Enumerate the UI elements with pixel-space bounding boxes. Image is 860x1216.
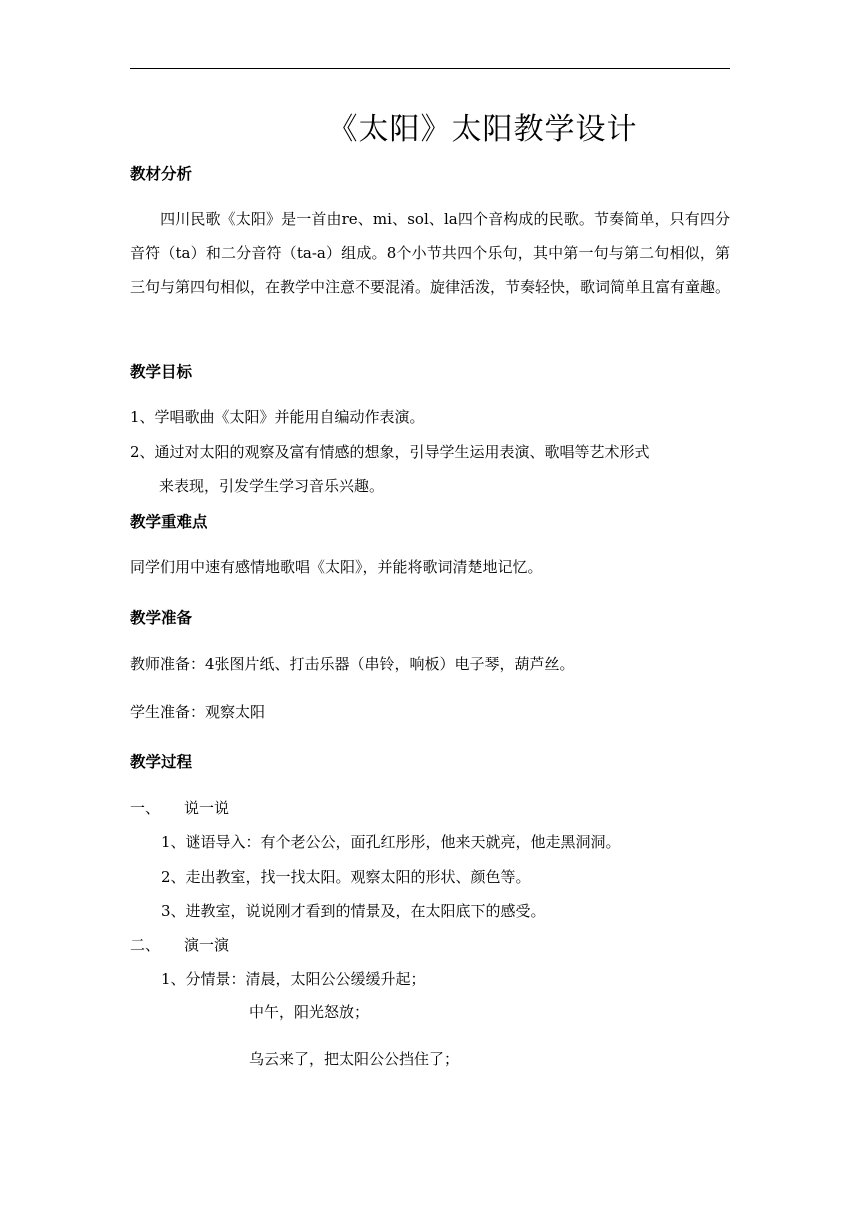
part1-item-3: 3、进教室，说说刚才看到的情景及，在太阳底下的感受。 (161, 902, 546, 920)
heading-analysis: 教材分析 (130, 165, 193, 183)
heading-preparation: 教学准备 (130, 609, 193, 627)
key-points-text: 同学们用中速有感情地歌唱《太阳》，并能将歌词清楚地记忆。 (130, 558, 543, 576)
part2-item-3: 乌云来了，把太阳公公挡住了； (249, 1050, 460, 1068)
goal-item-1: 1、学唱歌曲《太阳》并能用自编动作表演。 (130, 408, 425, 426)
analysis-text: 四川民歌《太阳》是一首由re、mi、sol、la四个音构成的民歌。节奏简单，只有四分音符（ta）和二分音符（ta-a）组成。8个小节共四个乐句，其中第一句与第二句相似，第三句与第四句相似，在教学中注意不要混淆。旋律活泼，节奏轻快，歌词简单且富有童趣。 (130, 210, 731, 296)
page-title: 《太阳》太阳教学设计 (327, 112, 638, 147)
heading-key-points: 教学重难点 (130, 513, 208, 531)
part2-item-2: 中午，阳光怒放； (249, 1003, 370, 1021)
goal-item-2-cont: 来表现，引发学生学习音乐兴趣。 (159, 477, 385, 495)
teacher-preparation: 教师准备：4张图片纸、打击乐器（串铃，响板）电子琴，葫芦丝。 (130, 655, 575, 673)
part2-title: 演一演 (184, 936, 230, 954)
student-preparation: 学生准备：观察太阳 (130, 703, 266, 721)
heading-goals: 教学目标 (130, 363, 193, 381)
part1-item-2: 2、走出教室，找一找太阳。观察太阳的形状、颜色等。 (161, 868, 531, 886)
part1-item-1: 1、谜语导入：有个老公公，面孔红彤彤，他来天就亮，他走黑洞洞。 (161, 833, 621, 851)
heading-process: 教学过程 (130, 753, 193, 771)
goal-item-2: 2、通过对太阳的观察及富有情感的想象，引导学生运用表演、歌唱等艺术形式 (130, 443, 650, 461)
part2-item-1: 1、分情景：清晨，太阳公公缓缓升起； (161, 970, 426, 988)
part2-number: 二、 (130, 936, 161, 954)
part1-title: 说一说 (184, 799, 230, 817)
part1-number: 一、 (130, 799, 161, 817)
header-rule (130, 68, 730, 69)
analysis-paragraph (130, 202, 730, 304)
